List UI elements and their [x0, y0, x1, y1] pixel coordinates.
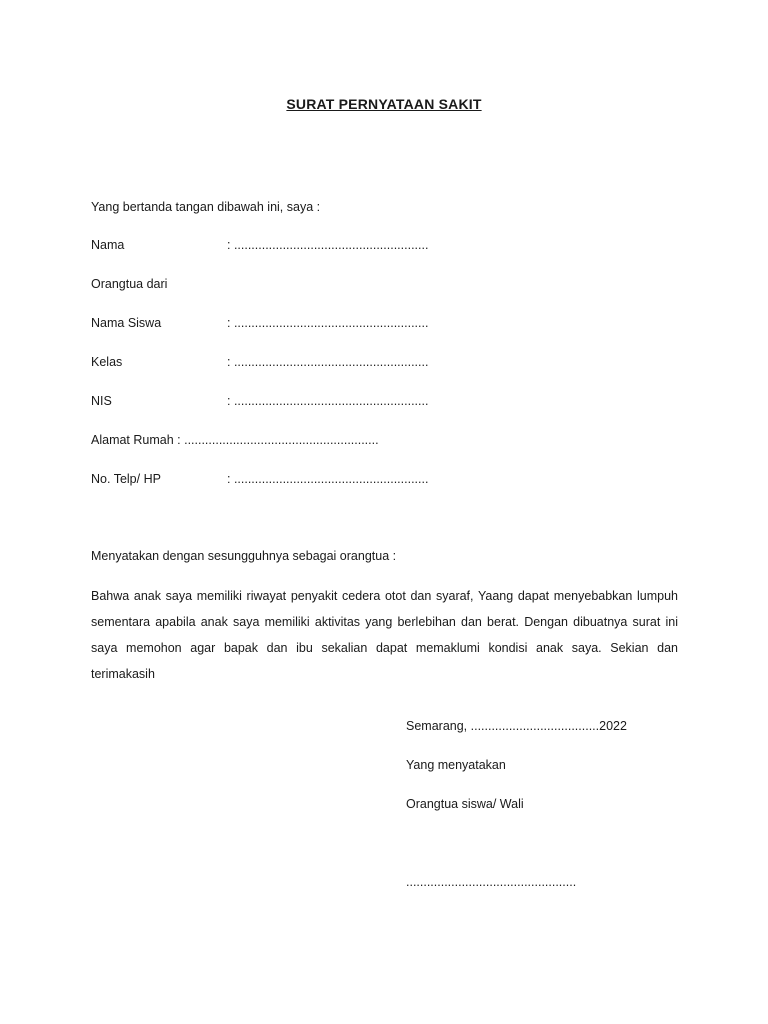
field-label-alamat-rumah: Alamat Rumah : ........................................................	[91, 433, 379, 447]
field-value-nama: : ........................................................	[227, 238, 429, 252]
declarant-label: Yang menyatakan	[406, 758, 506, 772]
signature-line: .................................................	[406, 875, 577, 889]
field-label-orangtua-dari: Orangtua dari	[91, 277, 168, 291]
intro-text: Yang bertanda tangan dibawah ini, saya :	[91, 200, 321, 214]
field-label-kelas: Kelas	[91, 355, 123, 369]
document-title: SURAT PERNYATAAN SAKIT	[286, 96, 482, 112]
field-value-nama-siswa: : ........................................................	[227, 316, 429, 330]
field-value-nis: : ........................................................	[227, 394, 429, 408]
role-label: Orangtua siswa/ Wali	[406, 797, 524, 811]
field-value-telp: : ........................................................	[227, 472, 429, 486]
statement-body: Bahwa anak saya memiliki riwayat penyakit cedera otot dan syaraf, Yaang dapat menyebabkan lumpuh sementara apabila anak saya memiliki aktivitas yang berlebihan dan berat. Dengan dibuatnya surat ini saya memohon agar bapak dan ibu sekalian dapat memaklumi kondisi anak saya. Sekian dan terimakasih	[91, 589, 678, 681]
field-label-nama-siswa: Nama Siswa	[91, 316, 162, 330]
place-date: Semarang, .....................................2022	[406, 719, 627, 733]
field-value-kelas: : ........................................................	[227, 355, 429, 369]
field-label-nis: NIS	[91, 394, 112, 408]
statement-intro: Menyatakan dengan sesungguhnya sebagai orangtua :	[91, 549, 397, 563]
field-label-nama: Nama	[91, 238, 125, 252]
field-label-telp: No. Telp/ HP	[91, 472, 161, 486]
